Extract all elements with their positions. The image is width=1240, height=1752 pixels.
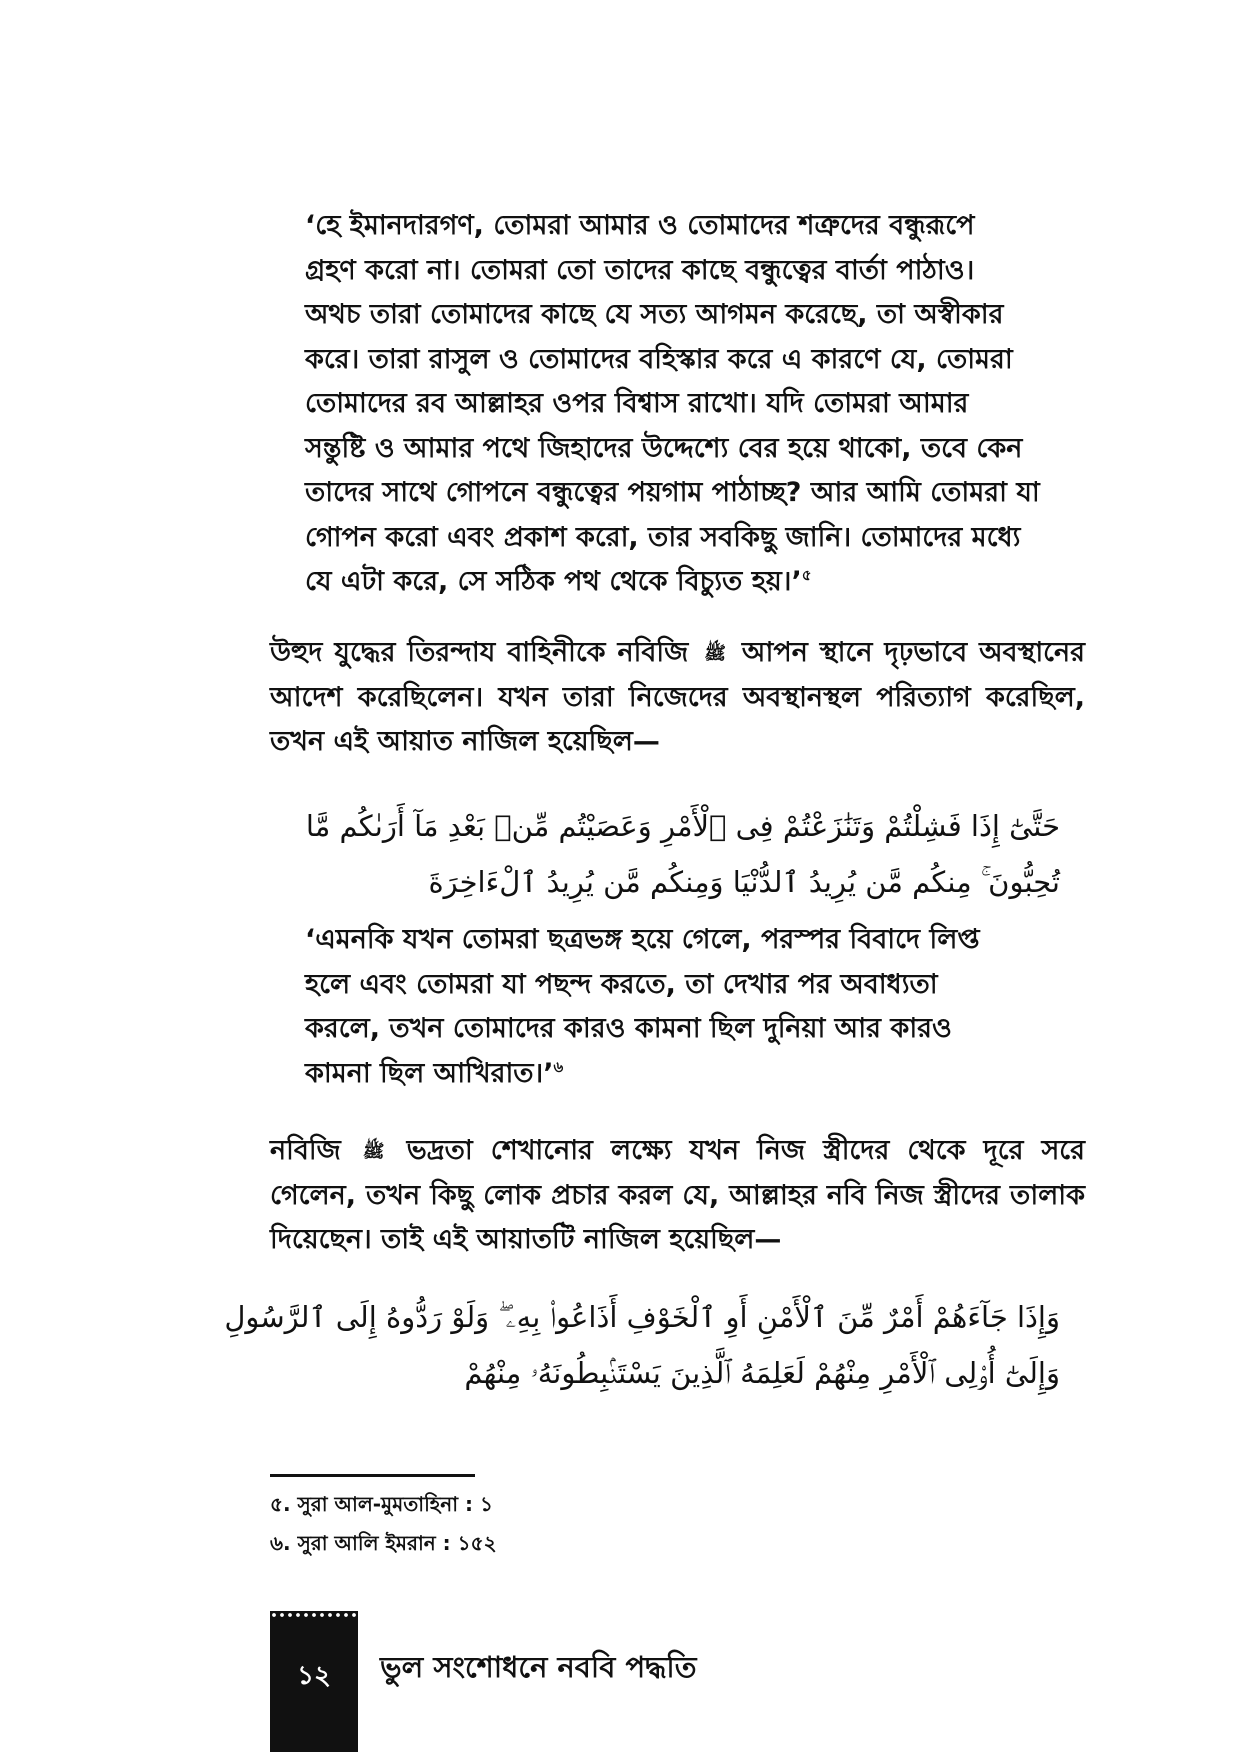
quote-line: ‘এমনকি যখন তোমরা ছত্রভঙ্গ হয়ে গেলে, পরস্পর বিবাদে লিপ্ত [305,924,980,955]
page-number-tab [270,1611,358,1752]
quote-mumtahina [305,204,1051,605]
quote-line: করে। তারা রাসুল ও তোমাদের বহিস্কার করে এ কারণে যে, তোমরা [305,343,1013,375]
arabic-verse-2 [224,1289,1060,1401]
paragraph-wives [270,1129,1085,1262]
footnote-ref-5[interactable]: ৫ [801,566,812,584]
honorific-icon: ﷺ [362,1140,385,1162]
quote-line: অথচ তারা তোমাদের কাছে যে সত্য আগমন করেছে, তা অস্বীকার [305,299,1004,330]
quote-line: তোমাদের রব আল্লাহর ওপর বিশ্বাস রাখো। যদি তোমরা আমার [305,388,969,419]
quote-last-line: কামনা ছিল আখিরাত।’ [305,1057,554,1089]
arabic-line: تُحِبُّونَ ۚ مِنكُم مَّن يُرِيدُ ٱلدُّنْيَا وَمِنكُم مَّن يُرِيدُ ٱلْءَاخِرَةَ [428,865,1060,899]
page-number: ১২ [297,1661,331,1691]
quote-line: গ্রহণ করো না। তোমরা তো তাদের কাছে বন্ধুত্বের বার্তা পাঠাও। [305,254,975,286]
paragraph-text: আপন স্থানে দৃঢ়ভাবে অবস্থানের আদেশ করেছিলেন। যখন তারা নিজেদের অবস্থানস্থল পরিত্যাগ করেছিল, তখন এই আয়াত নাজিল হয়েছিল— [270,637,1086,757]
book-title: ভুল সংশোধনে নববি পদ্ধতি [380,1650,697,1684]
paragraph-text: নবিজি [270,1135,341,1166]
paragraph-uhud [270,631,1085,764]
arabic-line: وَإِلَىٰٓ أُو۟لِى ٱلْأَمْرِ مِنْهُمْ لَعَلِمَهُ ٱلَّذِينَ يَسْتَنۢبِطُونَهُۥ مِنْهُمْ [464,1356,1060,1390]
quote-line [305,1052,1051,1097]
perforation-decoration [270,1611,358,1619]
footnote-item: ৫. সুরা আল-মুমতাহিনা : ১ [270,1492,493,1516]
quote-line [305,560,1051,605]
quote-line: করলে, তখন তোমাদের কারও কামনা ছিল দুনিয়া আর কারও [305,1013,952,1044]
quote-line: হলে এবং তোমরা যা পছন্দ করতে, তা দেখার পর অবাধ্যতা [305,968,938,1000]
quote-al-imran [305,918,1051,1096]
arabic-line: حَتَّىٰٓ إِذَا فَشِلْتُمْ وَتَنَٰزَعْتُمْ فِى ٱلْأَمْرِ وَعَصَيْتُم مِّنۢ بَعْدِ مَآ أَرَىٰكُم مَّا [305,809,1060,843]
paragraph-text: ভদ্রতা শেখানোর লক্ষ্যে যখন নিজ স্ত্রীদের থেকে দূরে সরে গেলেন, তখন কিছু লোক প্রচার করল যে, আল্লাহর নবি নিজ স্ত্রীদের তালাক দিয়েছেন। তাই এই আয়াতটি নাজিল হয়েছিল— [270,1135,1086,1255]
honorific-icon: ﷺ [704,642,726,664]
footnotes [270,1485,770,1563]
quote-line: তাদের সাথে গোপনে বন্ধুত্বের পয়গাম পাঠাচ্ছ? আর আমি তোমরা যা [305,477,1040,508]
quote-line: ‘হে ইমানদারগণ, তোমরা আমার ও তোমাদের শত্রুদের বন্ধুরূপে [305,210,975,241]
quote-line: গোপন করো এবং প্রকাশ করো, তার সবকিছু জানি। তোমাদের মধ্যে [305,521,1021,553]
arabic-verse-1 [290,798,1060,910]
quote-line: সন্তুষ্টি ও আমার পথে জিহাদের উদ্দেশ্যে বের হয়ে থাকো, তবে কেন [305,432,1023,464]
arabic-line: وَإِذَا جَآءَهُمْ أَمْرٌ مِّنَ ٱلْأَمْنِ أَوِ ٱلْخَوْفِ أَذَاعُوا۟ بِهِۦ ۖ وَلَوْ رَدُّوهُ إِلَى ٱلرَّسُولِ [224,1300,1060,1334]
paragraph-text: উহুদ যুদ্ধের তিরন্দায বাহিনীকে নবিজি [270,637,689,668]
footnote-divider [270,1474,475,1477]
quote-last-line: যে এটা করে, সে সঠিক পথ থেকে বিচ্যুত হয়।’ [305,566,802,597]
footnote-item: ৬. সুরা আলি ইমরান : ১৫২ [270,1531,497,1555]
footnote-ref-6[interactable]: ৬ [553,1057,564,1076]
